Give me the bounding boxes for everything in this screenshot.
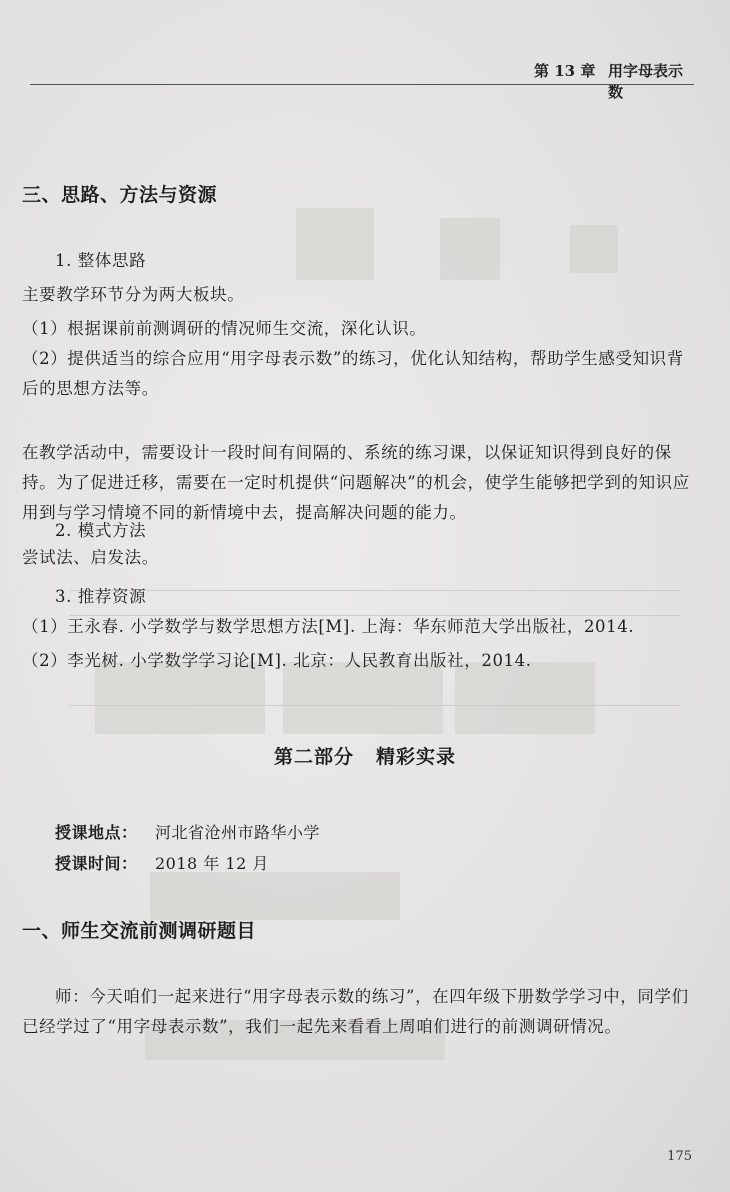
show-through-rule [70, 705, 680, 706]
header-rule [30, 84, 694, 85]
lesson-time-label: 授课时间： [55, 854, 138, 873]
overall-approach-line: 主要教学环节分为两大板块。 [22, 285, 245, 304]
overall-approach-heading: 1. 整体思路 [55, 251, 147, 270]
section-3-title: 三、思路、方法与资源 [22, 184, 218, 206]
show-through-image [296, 208, 374, 280]
header-topic: 用字母表示数 [608, 62, 684, 101]
mode-method-text: 尝试法、启发法。 [22, 548, 159, 567]
lesson-place-label: 授课地点： [55, 823, 138, 842]
lesson-time [55, 851, 269, 874]
part-two-label: 第二部分 [273, 746, 354, 768]
show-through-rule [70, 590, 680, 591]
show-through-image [150, 872, 400, 920]
overall-approach-paragraph [22, 438, 694, 528]
page-number: 175 [667, 1149, 692, 1164]
lesson-place-value: 河北省沧州市路华小学 [155, 823, 321, 842]
lesson-place [55, 820, 320, 843]
show-through-image [570, 225, 618, 273]
header-chapter: 第 13 章 [534, 62, 596, 80]
overall-approach-point-2: （2）提供适当的综合应用“用字母表示数”的练习，优化认知结构，帮助学生感受知识背后的思想方法等。 [22, 349, 684, 398]
running-header [468, 58, 694, 101]
section-1-title: 一、师生交流前测调研题目 [22, 920, 257, 942]
overall-approach-point-1: （1）根据课前前测调研的情况师生交流，深化认识。 [22, 319, 427, 338]
resource-item-1: （1）王永春. 小学数学与数学思想方法[M]. 上海：华东师范大学出版社，2014. [22, 617, 635, 636]
mode-method-heading: 2. 模式方法 [55, 521, 147, 540]
part-two-title [0, 742, 730, 769]
part-two-name: 精彩实录 [376, 746, 457, 768]
dialogue-paragraph [22, 982, 694, 1042]
resources-heading: 3. 推荐资源 [55, 587, 147, 606]
lesson-time-value: 2018 年 12 月 [155, 854, 269, 873]
resource-item-2: （2）李光树. 小学数学学习论[M]. 北京：人民教育出版社，2014. [22, 651, 532, 670]
dialogue-paragraph-text: 师：今天咱们一起来进行“用字母表示数的练习”，在四年级下册数学学习中，同学们已经学过了“用字母表示数”，我们一起先来看看上周咱们进行的前测调研情况。 [22, 987, 689, 1036]
show-through-image [440, 218, 500, 280]
overall-approach-paragraph-text: 在教学活动中，需要设计一段时间有间隔的、系统的练习课，以保证知识得到良好的保持。为了促进迁移，需要在一定时机提供“问题解决”的机会，使学生能够把学到的知识应用到与学习情境不同的新情境中去，提高解决问题的能力。 [22, 443, 690, 522]
